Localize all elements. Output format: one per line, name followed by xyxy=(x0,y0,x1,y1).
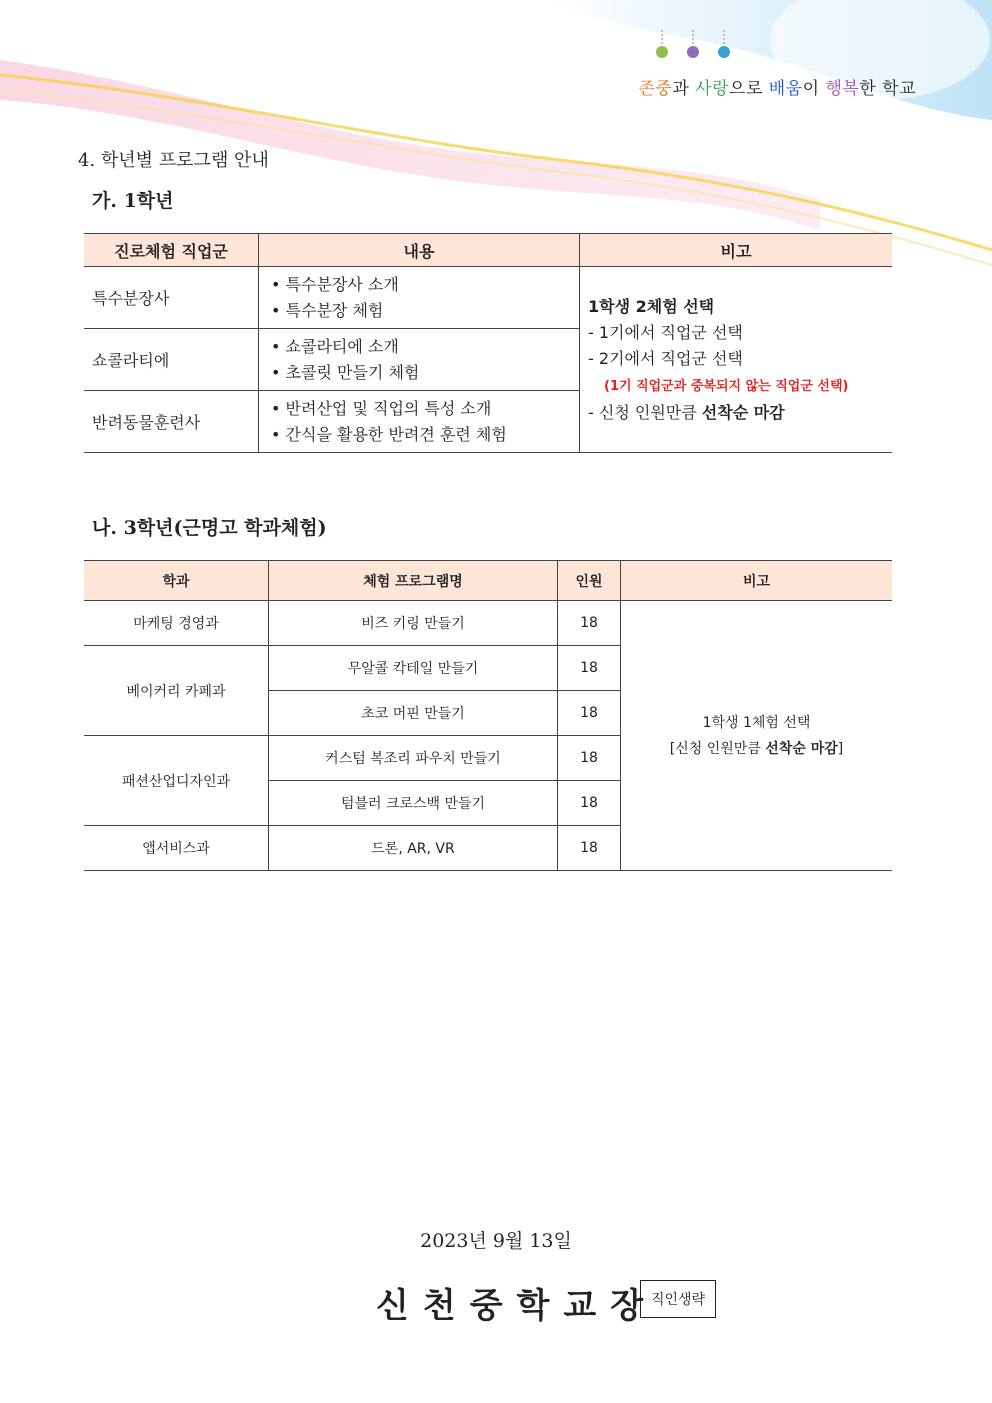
table-header: 학과 xyxy=(84,561,269,601)
official-seal-omitted: 직인생략 xyxy=(640,1280,716,1318)
content-item: • 반려산업 및 직업의 특성 소개 xyxy=(267,396,571,422)
motto-segment: 사랑 xyxy=(695,79,730,99)
grade1-table xyxy=(84,233,892,453)
table-header: 비고 xyxy=(621,561,893,601)
note-warning: (1기 직업군과 중복되지 않는 직업군 선택) xyxy=(604,378,849,394)
note-emphasis: 선착순 마감 xyxy=(701,402,785,422)
count-cell: 18 xyxy=(558,736,621,781)
program-cell: 커스텀 복조리 파우치 만들기 xyxy=(269,736,558,781)
table-row xyxy=(84,601,892,646)
program-cell: 비즈 키링 만들기 xyxy=(269,601,558,646)
job-cell: 반려동물훈련사 xyxy=(84,391,259,453)
count-cell: 18 xyxy=(558,781,621,826)
department-cell: 앱서비스과 xyxy=(84,826,269,871)
program-cell: 무알콜 칵테일 만들기 xyxy=(269,646,558,691)
note-cell xyxy=(580,267,893,453)
count-cell: 18 xyxy=(558,646,621,691)
content-item: • 특수분장사 소개 xyxy=(267,272,571,298)
table-header: 비고 xyxy=(580,234,893,267)
motto-segment: 행복 xyxy=(825,79,860,99)
department-cell: 베이커리 카페과 xyxy=(84,646,269,736)
program-cell: 초코 머핀 만들기 xyxy=(269,691,558,736)
count-cell: 18 xyxy=(558,691,621,736)
motto-segment: 으로 xyxy=(729,79,769,99)
motto-segment: 이 xyxy=(802,79,826,99)
table-header: 인원 xyxy=(558,561,621,601)
content-item: • 쇼콜라티에 소개 xyxy=(267,334,571,360)
note-emphasis: 선착순 마감 xyxy=(765,740,838,757)
table-header: 진로체험 직업군 xyxy=(84,234,259,267)
grade3-table xyxy=(84,560,892,871)
job-cell: 쇼콜라티에 xyxy=(84,329,259,391)
grade1-title: 가. 1학년 xyxy=(92,190,174,212)
motto-segment: 과 xyxy=(672,79,696,99)
table-row xyxy=(84,267,892,329)
count-cell: 18 xyxy=(558,601,621,646)
table-header: 내용 xyxy=(259,234,580,267)
program-cell: 드론, AR, VR xyxy=(269,826,558,871)
document-date: 2023년 9월 13일 xyxy=(420,1230,572,1252)
school-motto xyxy=(638,74,916,99)
motto-segment: 존중 xyxy=(638,79,673,99)
count-cell: 18 xyxy=(558,826,621,871)
content-item: • 간식을 활용한 반려견 훈련 체험 xyxy=(267,422,571,448)
grade3-title: 나. 3학년(근명고 학과체험) xyxy=(92,517,327,539)
note-line: - 1기에서 직업군 선택 xyxy=(588,322,743,342)
table-header: 체험 프로그램명 xyxy=(269,561,558,601)
note-cell xyxy=(621,601,893,871)
content-item: • 초콜릿 만들기 체험 xyxy=(267,360,571,386)
note-line: - 신청 인원만큼 xyxy=(588,402,702,422)
job-cell: 특수분장사 xyxy=(84,267,259,329)
principal-signature: 신천중학교장 xyxy=(376,1286,658,1326)
department-cell: 마케팅 경영과 xyxy=(84,601,269,646)
note-line: 1학생 1체험 선택 xyxy=(702,714,811,731)
motto-segment: 한 학교 xyxy=(859,79,916,99)
program-cell: 텀블러 크로스백 만들기 xyxy=(269,781,558,826)
content-item: • 특수분장 체험 xyxy=(267,298,571,324)
note-line: - 2기에서 직업군 선택 xyxy=(588,348,743,368)
department-cell: 패션산업디자인과 xyxy=(84,736,269,826)
note-line: [신청 인원만큼 xyxy=(669,740,766,757)
decorative-dots-icon xyxy=(652,30,742,64)
note-head: 1학생 2체험 선택 xyxy=(588,296,715,316)
note-line: ] xyxy=(837,740,844,757)
motto-segment: 배움 xyxy=(768,79,803,99)
section-title: 4. 학년별 프로그램 안내 xyxy=(78,150,269,171)
